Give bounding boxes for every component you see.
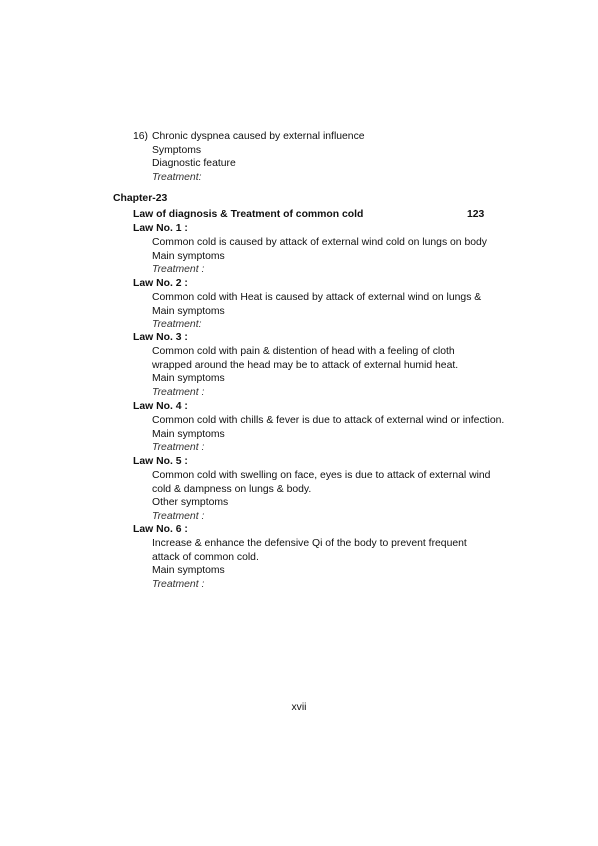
section-page-number: 123 — [467, 209, 485, 220]
item-16-block — [152, 130, 365, 185]
item-title: Chronic dyspnea caused by external influence — [152, 131, 365, 142]
law-subheading: Main symptoms — [152, 428, 225, 440]
law-body — [152, 537, 492, 592]
law-body — [152, 236, 502, 277]
section-title: Law of diagnosis & Treatment of common cold — [133, 209, 364, 220]
chapter-heading: Chapter-23 — [113, 193, 168, 204]
law-subheading: Main symptoms — [152, 565, 225, 577]
law-label: Law No. 4 : — [133, 401, 188, 412]
law-body — [152, 345, 490, 400]
law-description: Increase & enhance the defensive Qi of the body to prevent frequent attack of common cold. — [152, 538, 467, 563]
law-description: Common cold with pain & distention of head with a feeling of cloth wrapped around the head may be to attack of external humid heat. — [152, 346, 459, 371]
law-treatment: Treatment : — [152, 511, 205, 523]
law-subheading: Main symptoms — [152, 373, 225, 385]
item-line: Symptoms — [152, 144, 202, 156]
law-label: Law No. 3 : — [133, 332, 188, 343]
item-line: Diagnostic feature — [152, 158, 236, 170]
law-treatment: Treatment : — [152, 579, 205, 591]
law-treatment: Treatment : — [152, 264, 205, 276]
law-treatment: Treatment : — [152, 442, 205, 454]
law-description: Common cold with chills & fever is due to attack of external wind or infection. — [152, 415, 505, 426]
law-body — [152, 469, 492, 524]
law-description: Common cold with Heat is caused by attack of external wind on lungs & — [152, 292, 482, 303]
law-description: Common cold with swelling on face, eyes is due to attack of external wind cold & dampness on lungs & body. — [152, 470, 491, 495]
law-label: Law No. 5 : — [133, 456, 188, 467]
law-body — [152, 414, 512, 455]
law-label: Law No. 1 : — [133, 223, 188, 234]
law-subheading: Other symptoms — [152, 497, 229, 509]
item-number: 16) — [133, 131, 149, 142]
law-treatment: Treatment : — [152, 387, 205, 399]
law-body — [152, 291, 502, 332]
law-subheading: Main symptoms — [152, 250, 225, 262]
law-treatment: Treatment: — [152, 319, 202, 331]
law-subheading: Main symptoms — [152, 305, 225, 317]
law-description: Common cold is caused by attack of external wind cold on lungs on body — [152, 237, 487, 248]
item-treatment: Treatment: — [152, 172, 202, 184]
law-label: Law No. 2 : — [133, 278, 188, 289]
law-label: Law No. 6 : — [133, 524, 188, 535]
page-number: xvii — [291, 702, 307, 713]
